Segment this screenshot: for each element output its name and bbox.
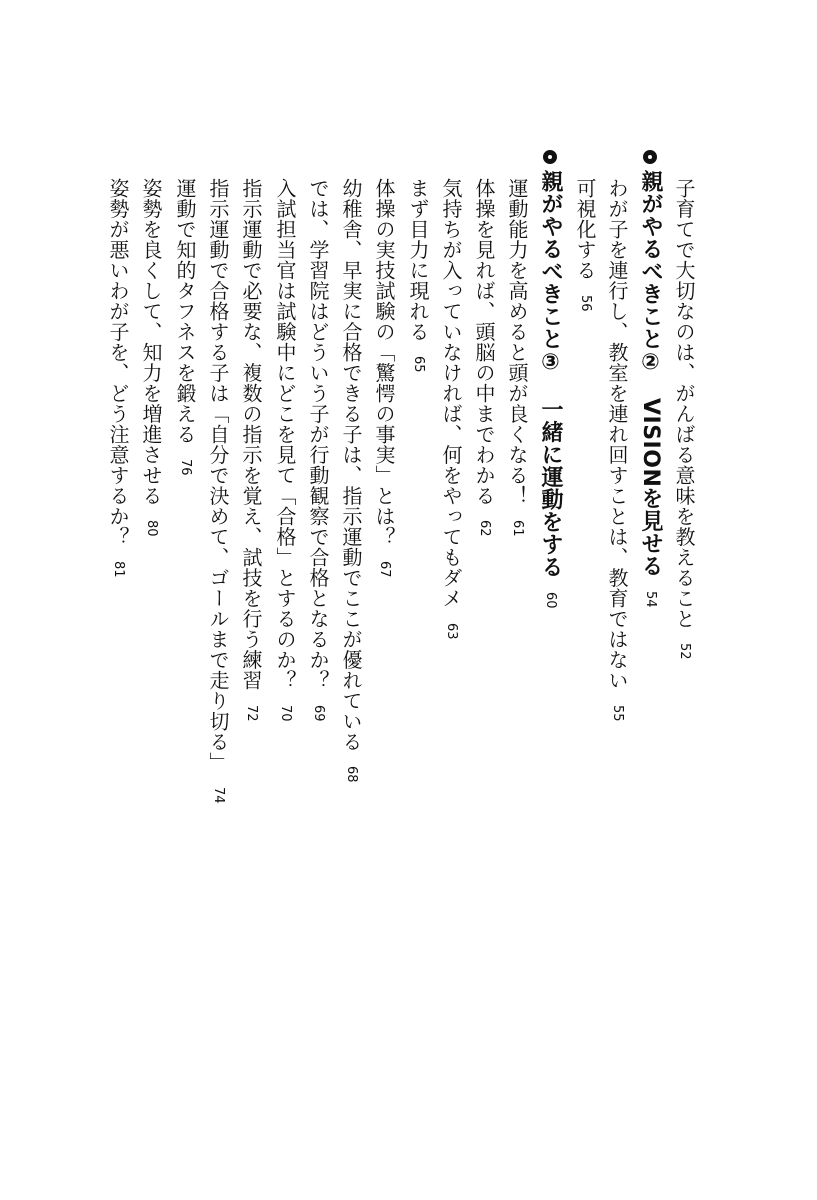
page-number: 81 xyxy=(111,561,126,578)
entry-text: では、学習院はどういう子が行動観察で合格となるか？ xyxy=(306,178,330,691)
toc-entry xyxy=(597,178,627,721)
entry-text: 幼稚舎、早実に合格できる子は、指示運動でここが優れている xyxy=(339,178,363,752)
toc-entry xyxy=(265,178,295,721)
page-number: 67 xyxy=(377,561,392,578)
section-heading xyxy=(531,150,561,609)
page-number: 68 xyxy=(344,766,359,783)
page-number: 80 xyxy=(144,520,159,537)
entry-text: 指示運動で必要な、複数の指示を覚え、試技を行う練習 xyxy=(239,178,263,691)
page-number: 62 xyxy=(477,520,492,537)
toc-entry xyxy=(298,178,328,721)
page-number: 69 xyxy=(311,704,326,722)
entry-text: まず目力に現れる xyxy=(406,178,430,342)
entry-text: 体操の実技試験の「驚愕の事実」とは？ xyxy=(372,178,396,547)
entry-text: 運動能力を高めると頭が良くなる！ xyxy=(505,178,529,506)
entry-text: 体操を見れば、頭脳の中までわかる xyxy=(472,178,496,506)
toc-entry xyxy=(231,178,261,721)
entry-text: 姿勢が悪いわが子を、どう注意するか？ xyxy=(106,178,130,547)
page-number: 72 xyxy=(244,704,259,722)
toc-entry xyxy=(565,178,595,311)
entry-text: 入試担当官は試験中にどこを見て「合格」とするのか？ xyxy=(273,178,297,691)
page-number: 52 xyxy=(677,643,692,660)
entry-text: 気持ちが入っていなければ、何をやってもダメ xyxy=(439,178,463,609)
heading-text: 親がやるべきこと② VISIONを見せる xyxy=(638,170,663,578)
toc-entry xyxy=(131,178,161,537)
page-number: 56 xyxy=(578,294,593,312)
page-number: 60 xyxy=(543,592,558,609)
toc-entry xyxy=(497,178,527,537)
entry-text: 指示運動で合格する子は「自分で決めて、ゴールまで走り切る」 xyxy=(206,178,230,773)
page-number: 74 xyxy=(211,786,226,804)
bullet-icon xyxy=(643,150,657,164)
entry-text: 子育てで大切なのは、がんばる意味を教えること xyxy=(672,178,696,629)
page-number: 65 xyxy=(411,356,426,373)
page-number: 61 xyxy=(510,520,525,537)
page-number: 76 xyxy=(178,458,193,476)
toc-entry xyxy=(331,178,361,783)
entry-text: 可視化する xyxy=(573,178,597,281)
toc-entry xyxy=(165,178,195,475)
page-number: 55 xyxy=(610,704,625,722)
section-heading xyxy=(631,150,661,608)
toc-entry xyxy=(664,178,694,660)
entry-text: わが子を連行し、教室を連れ回すことは、教育ではない xyxy=(605,178,629,691)
toc-entry xyxy=(398,178,428,373)
page-number: 70 xyxy=(278,704,293,722)
toc-entry xyxy=(364,178,394,578)
toc-entry xyxy=(98,178,128,578)
entry-text: 姿勢を良くして、知力を増進させる xyxy=(139,178,163,506)
toc-entry xyxy=(431,178,461,639)
heading-text: 親がやるべきこと③ 一緒に運動をする xyxy=(538,170,563,578)
page-number: 54 xyxy=(643,591,658,608)
entry-text: 運動で知的タフネスを鍛える xyxy=(173,178,197,445)
page-number: 63 xyxy=(444,622,459,640)
toc-entry xyxy=(198,178,228,803)
toc-entry xyxy=(464,178,494,537)
bullet-icon xyxy=(543,150,557,164)
